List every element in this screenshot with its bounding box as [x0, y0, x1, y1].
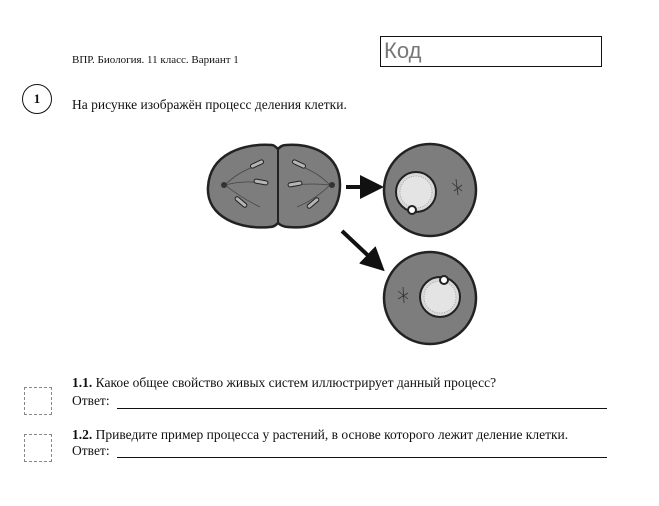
answer-label: Ответ: [72, 443, 110, 458]
answer-score-box-1[interactable] [24, 387, 52, 415]
task-prompt: На рисунке изображён процесс деления клетки. [72, 97, 347, 112]
question-1-1 [72, 375, 496, 391]
question-number: 1.2. [72, 427, 93, 442]
question-text: Какое общее свойство живых систем иллюстрирует данный процесс? [95, 375, 497, 390]
dividing-cell [208, 145, 340, 228]
arrow-down-right [342, 231, 376, 263]
code-field[interactable] [380, 36, 602, 67]
cell-division-figure [200, 135, 480, 355]
question-text: Приведите пример процесса у растений, в основе которого лежит деление клетки. [95, 427, 569, 442]
document-header: ВПР. Биология. 11 класс. Вариант 1 [72, 54, 239, 66]
code-label: Код [384, 38, 422, 63]
task-number: 1 [22, 84, 52, 114]
answer-score-box-2[interactable] [24, 434, 52, 462]
answer-label: Ответ: [72, 393, 110, 408]
answer-line-1[interactable] [117, 393, 607, 409]
daughter-cell-bottom [384, 252, 476, 344]
daughter-cell-top [384, 144, 476, 236]
answer-line-2[interactable] [117, 442, 607, 458]
question-1-2 [72, 427, 568, 443]
question-number: 1.1. [72, 375, 93, 390]
